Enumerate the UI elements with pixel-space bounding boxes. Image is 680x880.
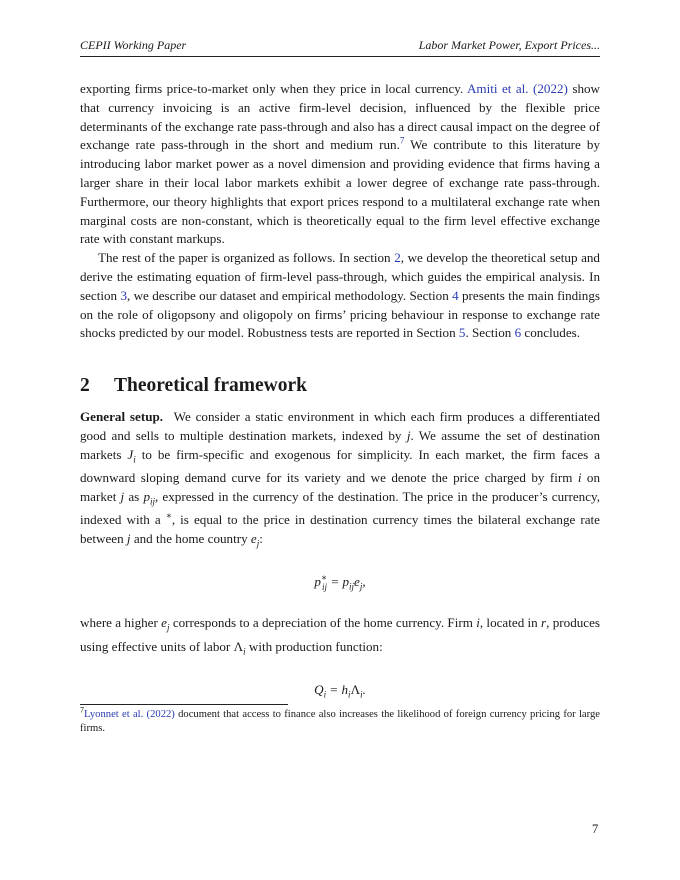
paragraph-1: exporting firms price-to-market only when they price in local currency. Amiti et al. (2022) show that currency invoicing is an active firm-level decision, influenced by the flexible price determinants of the exchange rate pass-through and also has a direct causal impact on the degree of exchange rate pass-through in the short and medium run.$^7$ We contribute to this literature by introducing labor market power as a novel dimension and providing evidence that firms having a larger share in their local labor markets exhibit a lower degree of exchange rate pass-through. Furthermore, our theory highlights that export prices respond to a multilateral exchange rate when marginal costs are non-constant, which is theoretically equal to the firm level effective exchange rate with constant markups. (80, 81, 600, 247)
ref-section-5-link[interactable]: 5 (458, 325, 466, 341)
main-text (80, 80, 600, 722)
ref-section-3-link[interactable]: 3 (120, 287, 127, 303)
paragraph-3: General setup. We consider a static environment in which each firm produces a differentiated good and sells to multiple destination markets, indexed by j. We assume the set of destination markets $J_i$ to be firm-specific and exogenous for simplicity. In each market, the firm faces a downward sloping demand curve for its variety and we denote the price charged by firm i on market j as $p_{ij}$, expressed in the currency of the destination. The price in the producer’s currency, indexed with a ∗, is equal to the price in destination currency times the bilateral exchange rate between j and the home country $e_j$: (80, 408, 601, 549)
citation-amiti-link[interactable]: Amiti et al. (2022) (466, 81, 568, 96)
paragraph-4: where a higher $e_j$ corresponds to a depreciation of the home currency. Firm i, located in r, produces using effective units of labor $\Lambda_i$ with production function: (80, 615, 601, 657)
ref-section-6-link[interactable]: 6 (514, 325, 522, 341)
header-left: CEPII Working Paper (80, 38, 187, 52)
ref-section-4-link[interactable]: 4 (452, 287, 459, 303)
footnote-rule (80, 704, 288, 705)
section-title: Theoretical framework (114, 375, 307, 397)
page-number: 7 (592, 822, 599, 836)
footnote-7-ref[interactable]: 7 (399, 136, 405, 147)
footnote-7: $^7$Lyonnet et al. (2022) document that access to finance also increases the likelihood of foreign currency pricing for large firms. (80, 705, 600, 734)
ref-section-2-link[interactable]: 2 (394, 250, 401, 266)
citation-lyonnet-link[interactable]: Lyonnet et al. (2022) (84, 709, 175, 720)
paragraph-2: The rest of the paper is organized as follows. In section 2, we develop the theoretical setup and derive the estimating equation of firm-level pass-through, which guides the empirical analysis. In section 3, we describe our dataset and empirical methodology. Section 4 presents the main findings on the role of oligopsony and oligopoly on firms’ pricing behaviour in response to exchange rate shocks predicted by our model. Robustness tests are reported in Section 5. Section 6 concludes. (80, 250, 601, 341)
section-number: 2 (80, 375, 90, 397)
header-right: Labor Market Power, Export Prices... (418, 38, 600, 52)
footnote-number: 7 (80, 705, 84, 715)
section-heading (80, 377, 600, 396)
equation-price: $p^∗_{ij} = p_{ij}e_j$, (314, 573, 366, 592)
runin-heading: General setup. (80, 408, 164, 424)
running-header (80, 38, 600, 57)
equation-production: $Q_i = h_i\Lambda_i$. (314, 681, 366, 700)
